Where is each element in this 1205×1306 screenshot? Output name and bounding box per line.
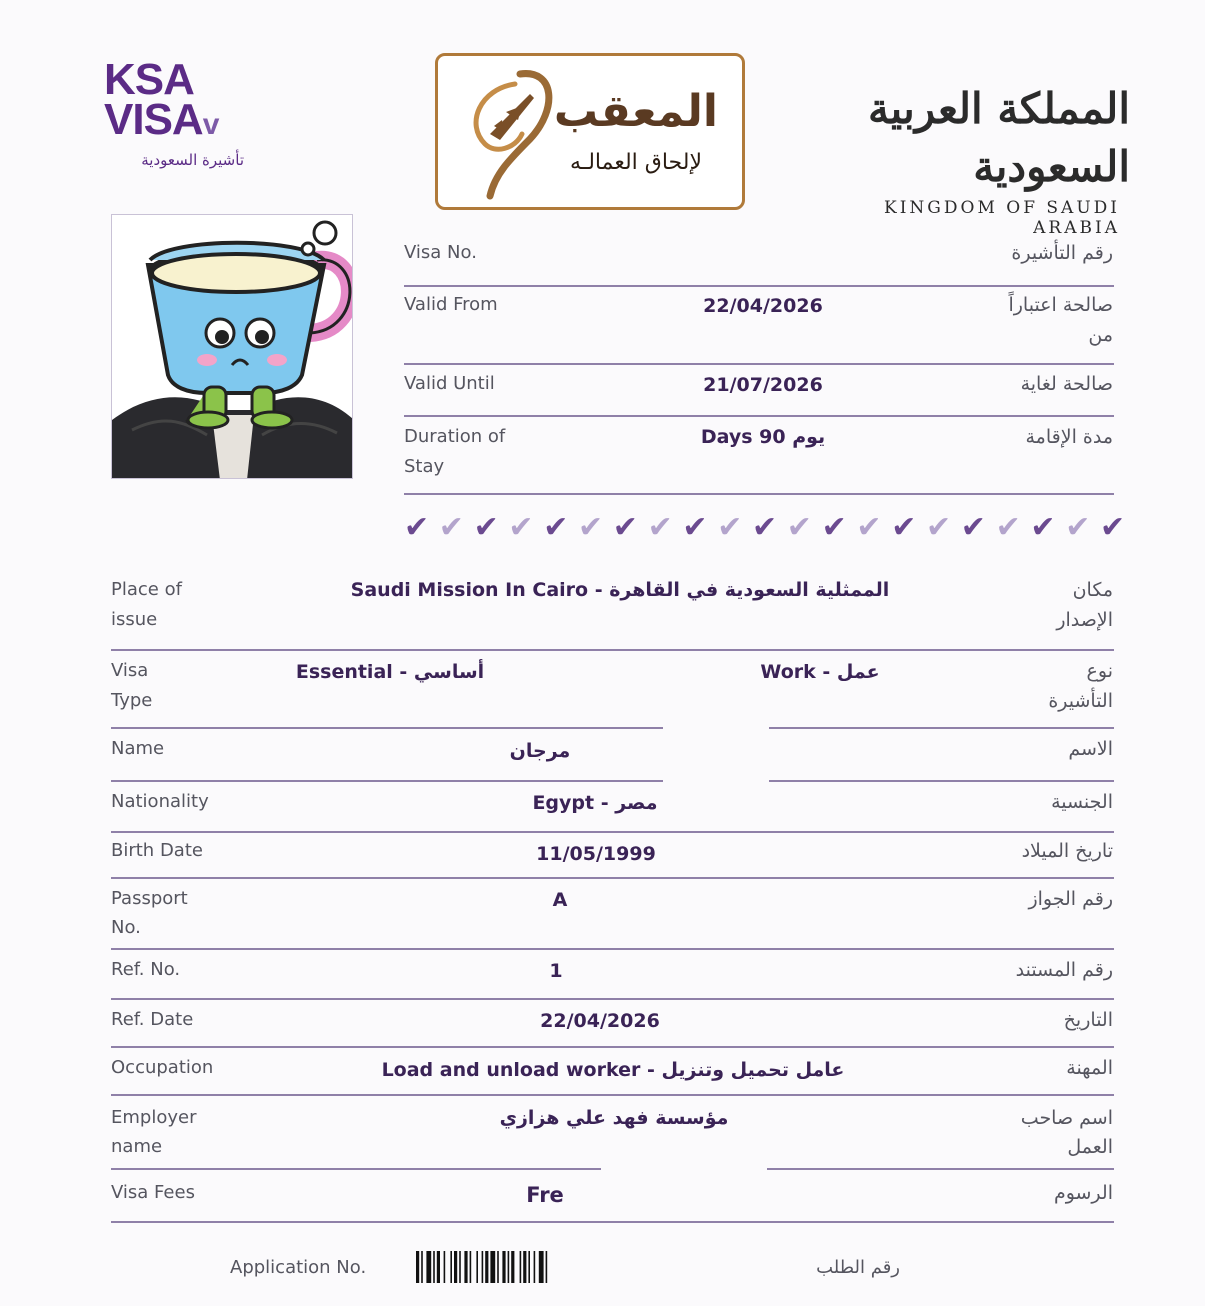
check-icon: ✔ xyxy=(1100,510,1126,545)
passport-label-ar: رقم الجواز xyxy=(1028,888,1113,910)
divider xyxy=(111,780,663,782)
check-icon: ✔ xyxy=(926,510,952,545)
check-icon: ✔ xyxy=(856,510,882,545)
valid-from-label-en: Valid From xyxy=(404,294,498,315)
visa-type-label-ar-1: نوع xyxy=(1086,660,1113,682)
visa-no-label-ar: رقم التأشيرة xyxy=(1011,242,1113,264)
moaqeb-logo xyxy=(435,53,745,210)
visa-no-label-en: Visa No. xyxy=(404,242,477,263)
kingdom-arabic-title: المملكة العربية السعودية xyxy=(867,84,1130,191)
ref-no-value: 1 xyxy=(549,960,563,982)
check-icon: ✔ xyxy=(682,510,708,545)
valid-until-value: 21/07/2026 xyxy=(703,374,823,396)
divider xyxy=(111,998,1114,1000)
check-icon: ✔ xyxy=(891,510,917,545)
nationality-value: Egypt - مصر xyxy=(532,792,658,814)
barcode-icon xyxy=(416,1251,600,1283)
place-of-issue-label-en-1: Place of xyxy=(111,579,182,600)
visa-type-label-en-2: Type xyxy=(111,690,153,711)
occupation-label-en: Occupation xyxy=(111,1057,214,1078)
passport-label-en-1: Passport xyxy=(111,888,188,909)
name-label-ar: الاسم xyxy=(1068,738,1113,760)
divider xyxy=(111,1168,601,1170)
ref-date-label-ar: التاريخ xyxy=(1063,1009,1113,1031)
passport-label-en-2: No. xyxy=(111,917,141,938)
moaqeb-logo-title: المعقب xyxy=(553,86,718,137)
check-icon: ✔ xyxy=(1030,510,1056,545)
valid-from-value: 22/04/2026 xyxy=(703,295,823,317)
divider xyxy=(404,363,1114,365)
check-icon: ✔ xyxy=(543,510,569,545)
ref-no-label-ar: رقم المستند xyxy=(1015,959,1113,981)
check-icon: ✔ xyxy=(960,510,986,545)
duration-label-en-2: Stay xyxy=(404,456,445,477)
divider xyxy=(404,493,1114,495)
airplane-emblem-icon xyxy=(460,64,560,204)
employer-label-ar-1: اسم صاحب xyxy=(1020,1107,1113,1129)
employer-label-en-2: name xyxy=(111,1136,163,1157)
employer-label-en-1: Employer xyxy=(111,1107,197,1128)
ksa-visa-logo-line1: KSA xyxy=(104,55,194,104)
divider xyxy=(767,1168,1114,1170)
birth-date-value: 11/05/1999 xyxy=(536,843,656,865)
visa-type-value-left: Essential - أساسي xyxy=(295,661,485,683)
divider xyxy=(111,649,1114,651)
divider xyxy=(404,415,1114,417)
divider xyxy=(111,1094,1114,1096)
nationality-label-ar: الجنسية xyxy=(1051,791,1113,813)
visa-fees-label-en: Visa Fees xyxy=(111,1182,195,1203)
divider xyxy=(769,727,1114,729)
divider xyxy=(111,727,663,729)
check-icon: ✔ xyxy=(578,510,604,545)
place-of-issue-value: Saudi Mission In Cairo - الممثلية السعودية في القاهرة xyxy=(350,579,890,601)
kingdom-logo xyxy=(790,80,1130,238)
check-icon: ✔ xyxy=(717,510,743,545)
divider xyxy=(111,877,1114,879)
ref-no-label-en: Ref. No. xyxy=(111,959,181,980)
place-of-issue-label-ar-1: مكان xyxy=(1072,579,1113,601)
employer-value: مؤسسة فهد علي هزازي xyxy=(499,1107,729,1129)
valid-until-label-ar: صالحة لغاية xyxy=(1020,373,1113,395)
check-icon: ✔ xyxy=(995,510,1021,545)
valid-from-label-ar-1: صالحة اعتباراً xyxy=(1008,294,1113,316)
divider xyxy=(111,1046,1114,1048)
employer-label-ar-2: العمل xyxy=(1067,1136,1113,1158)
divider xyxy=(111,948,1114,950)
applicant-photo xyxy=(111,214,353,479)
occupation-label-ar: المهنة xyxy=(1066,1057,1113,1079)
place-of-issue-label-en-2: issue xyxy=(111,609,158,630)
duration-value: Days 90 يوم xyxy=(700,426,826,448)
birth-date-label-en: Birth Date xyxy=(111,840,203,861)
divider xyxy=(111,831,1114,833)
check-icon: ✔ xyxy=(647,510,673,545)
visa-type-label-en-1: Visa xyxy=(111,660,149,681)
check-icon: ✔ xyxy=(1065,510,1091,545)
visa-fees-label-ar: الرسوم xyxy=(1053,1182,1113,1204)
duration-label-en-1: Duration of xyxy=(404,426,506,447)
check-icon: ✔ xyxy=(752,510,778,545)
check-icon: ✔ xyxy=(473,510,499,545)
duration-label-ar: مدة الإقامة xyxy=(1025,426,1113,448)
visa-fees-value: Fre xyxy=(526,1183,564,1207)
check-icon: ✔ xyxy=(821,510,847,545)
nationality-label-en: Nationality xyxy=(111,791,209,812)
ksa-visa-logo xyxy=(104,55,244,169)
divider xyxy=(404,285,1114,287)
ref-date-label-en: Ref. Date xyxy=(111,1009,194,1030)
birth-date-label-ar: تاريخ الميلاد xyxy=(1021,840,1113,862)
application-no-label-ar: رقم الطلب xyxy=(816,1257,900,1278)
check-icon: ✔ xyxy=(404,510,430,545)
passport-value: A xyxy=(552,889,568,911)
application-no-label-en: Application No. xyxy=(230,1257,367,1278)
check-icon: ✔ xyxy=(612,510,638,545)
divider xyxy=(111,1221,1114,1223)
ref-date-value: 22/04/2026 xyxy=(540,1010,660,1032)
place-of-issue-label-ar-2: الإصدار xyxy=(1056,609,1113,631)
ksa-visa-logo-arabic: تأشيرة السعودية xyxy=(141,151,244,169)
valid-until-label-en: Valid Until xyxy=(404,373,495,394)
occupation-value: Load and unload worker - عامل تحميل وتنزيل xyxy=(381,1059,845,1081)
visa-type-label-ar-2: التأشيرة xyxy=(1048,690,1113,712)
name-label-en: Name xyxy=(111,738,165,759)
ksa-visa-logo-line2: VISAv xyxy=(104,95,219,144)
check-icon: ✔ xyxy=(438,510,464,545)
check-icon: ✔ xyxy=(786,510,812,545)
checkmark-strip xyxy=(404,510,1126,545)
name-value: مرجان xyxy=(509,740,571,762)
divider xyxy=(769,780,1114,782)
kingdom-english-title: KINGDOM OF SAUDI ARABIA xyxy=(884,198,1120,238)
moaqeb-logo-subtitle: لإلحاق العمالـه xyxy=(569,150,702,175)
check-icon: ✔ xyxy=(508,510,534,545)
cup-cartoon-icon xyxy=(112,215,353,479)
valid-from-label-ar-2: من xyxy=(1088,324,1113,346)
visa-type-value-right: Work - عمل xyxy=(760,661,880,683)
